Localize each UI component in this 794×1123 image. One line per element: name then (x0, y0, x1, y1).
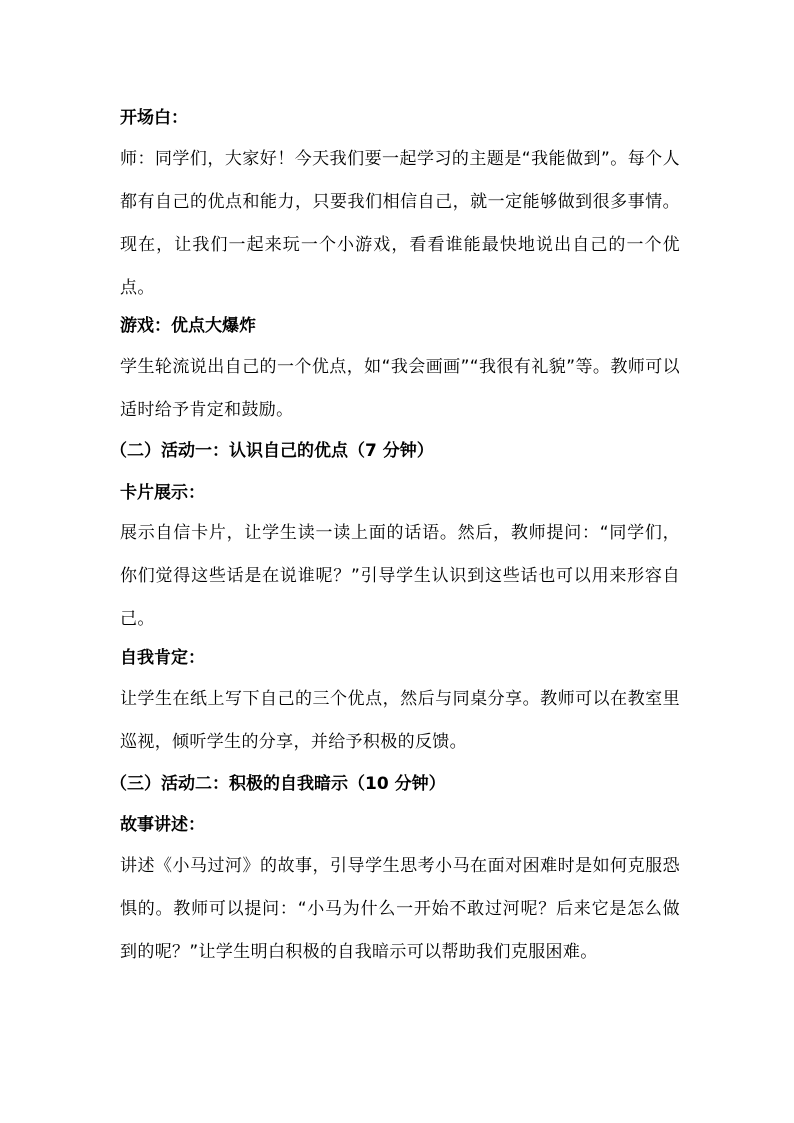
game-paragraph: 学生轮流说出自己的一个优点，如“我会画画”“我很有礼貌”等。教师可以适时给予肯定和鼓励。 (120, 357, 680, 420)
card-paragraph: 展示自信卡片，让学生读一读上面的话语。然后，教师提问：“同学们，你们觉得这些话是在说谁呢？”引导学生认识到这些话也可以用来形容自己。 (120, 523, 680, 629)
self-affirm-paragraph: 让学生在纸上写下自己的三个优点，然后与同桌分享。教师可以在教室里巡视，倾听学生的分享，并给予积极的反馈。 (120, 689, 680, 752)
self-affirm-heading: 自我肯定： (120, 648, 205, 668)
intro-heading: 开场白： (120, 108, 188, 128)
story-heading: 故事讲述： (120, 815, 205, 835)
activity1-title: （二）活动一：认识自己的优点（7 分钟） (110, 441, 434, 461)
card-heading: 卡片展示： (120, 483, 205, 503)
activity2-title: （三）活动二：积极的自我暗示（10 分钟） (110, 774, 446, 794)
game-heading: 游戏：优点大爆炸 (120, 316, 256, 336)
story-paragraph: 讲述《小马过河》的故事，引导学生思考小马在面对困难时是如何克服恐惧的。教师可以提问：“小马为什么一开始不敢过河呢？后来它是怎么做到的呢？”让学生明白积极的自我暗示可以帮助我们克服困难。 (120, 856, 680, 962)
intro-paragraph: 师：同学们，大家好！今天我们要一起学习的主题是“我能做到”。每个人都有自己的优点和能力，只要我们相信自己，就一定能够做到很多事情。现在，让我们一起来玩一个小游戏，看看谁能最快地说出自己的一个优点。 (120, 149, 680, 298)
